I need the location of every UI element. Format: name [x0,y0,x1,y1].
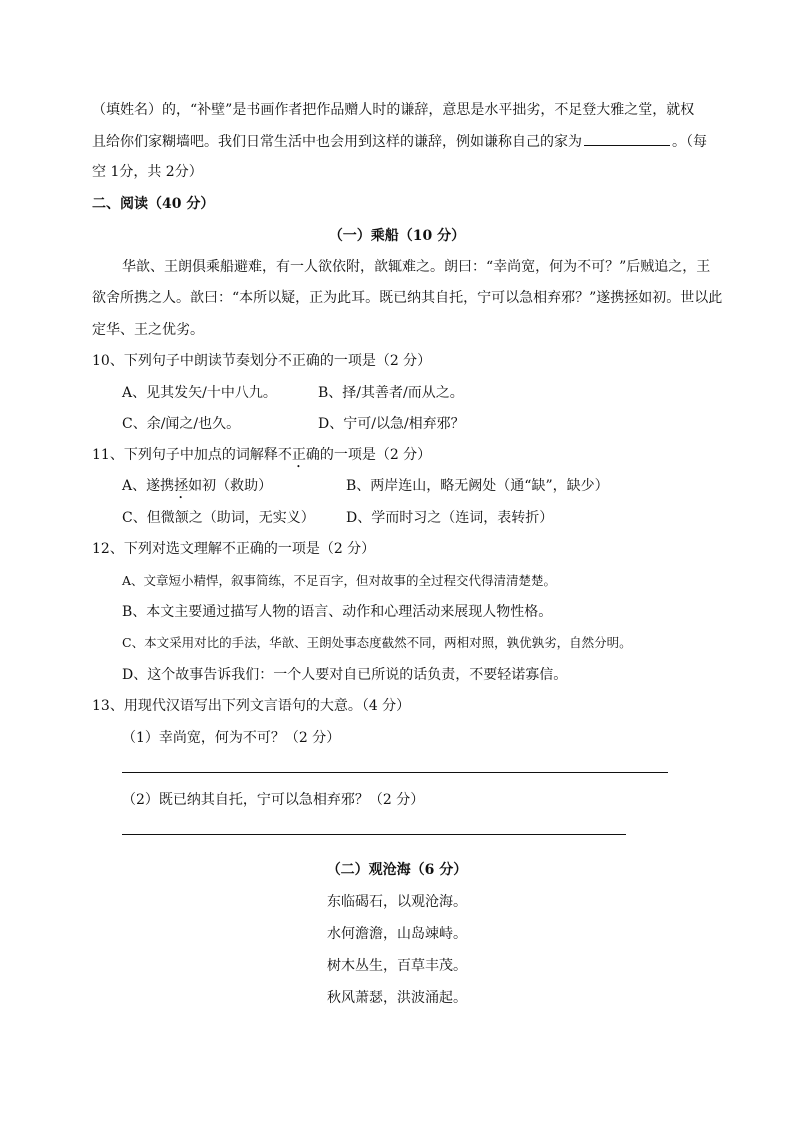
poem-line-1: 东临碣石，以观沧海。 [327,894,467,910]
q11-option-a-dotted: 拯 [174,478,189,494]
q13-answer-line-1[interactable] [122,772,668,773]
q12-option-d: D、这个故事告诉我们：一个人要对自已所说的话负责，不要轻诺寡信。 [122,667,568,683]
q12-stem: 12、下列对选文理解不正确的一项是（2 分） [92,541,376,557]
intro-line-2-tail: 。（每 [672,134,707,150]
q11-option-a-pre: A、遂携 [122,478,175,494]
q13-stem: 13、用现代汉语写出下列文言语句的大意。（4 分） [92,698,411,714]
q12-option-b: B、本文主要通过描写人物的语言、动作和心理活动来展现人物性格。 [122,604,553,620]
q11-option-a-post: 如初（救助） [188,478,273,494]
q13-sub2: （2）既已纳其自托，宁可以急相弃邪？（2 分） [122,792,425,808]
passage-line-1: 华歆、王朗俱乘船避难，有一人欲依附，歆辄难之。朗曰：“幸尚宽，何为不可？”后贼追之，王 [122,259,711,275]
passage-line-3: 定华、王之优劣。 [92,322,204,338]
q11-option-c: C、但微颔之（助词，无实义） [122,510,315,526]
q11-option-b: B、两岸连山，略无阙处（通“缺”，缺少） [346,478,609,494]
q10-option-c: C、余/闻之/也久。 [122,416,241,432]
passage-line-2: 欲舍所携之人。歆曰：“本所以疑，正为此耳。既已纳其自托，宁可以急相弃邪？”遂携拯如初。世以此 [92,290,723,306]
q11-option-a [122,476,272,502]
q12-option-a: A、文章短小精悍，叙事简练，不足百字，但对故事的全过程交代得清清楚楚。 [122,573,557,588]
intro-line-1: （填姓名）的，“补壁”是书画作者把作品赠人时的谦辞，意思是水平拙劣，不足登大雅之堂，就权 [92,102,695,118]
q10-stem: 10、下列句子中朗读节奏划分不正确的一项是（2 分） [92,353,432,369]
part1-title: （一）乘船（10 分） [328,228,466,244]
part2-title: （二）观沧海（6 分） [326,862,468,878]
q10-option-b: B、择/其善者/而从之。 [318,385,464,401]
intro-line-3: 空 1分，共 2分） [92,164,203,180]
poem-line-2: 水何澹澹，山岛竦峙。 [327,926,467,942]
q13-answer-line-2[interactable] [122,834,626,835]
q11-option-d: D、学而时习之（连词，表转折） [346,510,554,526]
q13-sub1: （1）幸尚宽，何为不可？（2 分） [122,730,341,746]
poem-line-4: 秋风萧瑟，洪波涌起。 [327,990,467,1006]
q10-option-a: A、见其发矢/十中八九。 [122,385,277,401]
q11-stem-dotted: 正 [291,447,306,463]
answer-blank[interactable] [584,131,670,146]
poem-line-3: 树木丛生，百草丰茂。 [327,958,467,974]
q11-stem-post: 确的一项是（2 分） [305,447,432,463]
intro-line-2 [92,131,707,152]
intro-line-2-text: 且给你们家糊墙吧。我们日常生活中也会用到这样的谦辞，例如谦称自己的家为 [92,134,582,150]
q11-stem-pre: 11、下列句子中加点的词解释不 [92,447,292,463]
section-heading: 二、阅读（40 分） [92,196,215,212]
q12-option-c: C、本文采用对比的手法，华歆、王朗处事态度截然不同，两相对照，孰优孰劣，自然分明。 [122,635,632,650]
q10-option-d: D、宁可/以急/相弃邪？ [318,416,465,432]
q11-stem [92,445,431,471]
